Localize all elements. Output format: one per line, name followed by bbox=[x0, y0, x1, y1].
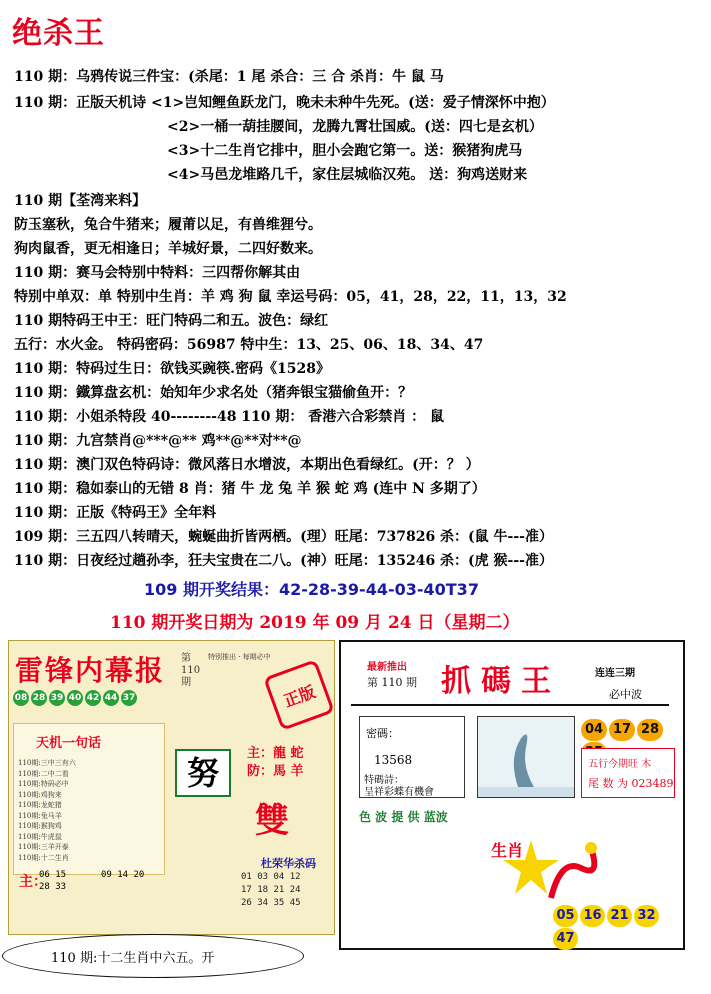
zhuama-sub1: 最新推出 bbox=[367, 662, 407, 673]
number-ball: 47 bbox=[553, 928, 578, 950]
dragon-icon bbox=[541, 828, 611, 908]
divider bbox=[351, 704, 669, 706]
line-text: <2>一桶一葫挂腰间，龙腾九霄壮国威。(送：四七是玄机） bbox=[167, 119, 543, 135]
list-item: 110期:特码必中 bbox=[18, 780, 69, 788]
tianji-lines bbox=[18, 758, 76, 863]
leifeng-header: 雷锋内幕报 bbox=[15, 654, 166, 687]
line-text: 110 期【荃湾来料】 bbox=[14, 193, 147, 209]
number-ball: 40 bbox=[67, 690, 83, 706]
fang-label: 防：馬 羊 bbox=[247, 764, 304, 779]
line-prefix: 110 期： bbox=[14, 385, 77, 401]
wuxing-box bbox=[581, 748, 675, 798]
temi-value: 呈祥彩蝶有機會 bbox=[364, 787, 434, 798]
text-line bbox=[14, 382, 412, 402]
line-text: 特码过生日：欲钱买豌筷.密码《1528》 bbox=[76, 361, 330, 377]
wuxing-text: 五行今期旺 木 bbox=[588, 759, 652, 770]
zhuama-r1: 连连三期 bbox=[595, 668, 635, 679]
list-item: 110期:三中三有六 bbox=[18, 759, 76, 767]
tejia-numbers bbox=[241, 871, 301, 910]
line-prefix: 110 期： bbox=[14, 69, 77, 85]
zhuama-card bbox=[339, 640, 685, 950]
number-ball: 16 bbox=[580, 905, 605, 927]
line-text: 狗肉鼠香，更无相逢日；羊城好景，二四好数来。 bbox=[14, 241, 322, 257]
mima-value: 13568 bbox=[374, 753, 413, 767]
number-ball: 05 bbox=[553, 905, 578, 927]
landscape-icon bbox=[478, 717, 574, 797]
line-prefix: 110 期： bbox=[14, 505, 77, 521]
line-text: 稳如泰山的无错 8 肖：猪 牛 龙 兔 羊 猴 蛇 鸡 (连中 N 多期了） bbox=[76, 481, 486, 497]
line-text: 特别中单双：单 特别中生肖：羊 鸡 狗 鼠 幸运号码：05，41，28，22，11，13，32 bbox=[14, 289, 567, 305]
leifeng-info: 特别推出 · 每期必中 bbox=[208, 653, 271, 661]
fang2-numbers bbox=[101, 869, 144, 881]
bubble-text: 110 期:十二生肖中六五。开 bbox=[51, 951, 215, 966]
text-line bbox=[14, 526, 553, 546]
list-item: 01 03 04 12 bbox=[241, 872, 301, 882]
stamp-icon: 正版 bbox=[263, 659, 335, 731]
tianji-panel bbox=[13, 723, 165, 875]
text-line bbox=[14, 358, 330, 378]
line-text: 赛马会特别中特料：三四帮你解其由 bbox=[76, 265, 301, 281]
line-prefix: 110 期： bbox=[14, 361, 77, 377]
zhu-fang bbox=[247, 745, 304, 781]
shengxiao: 生肖 bbox=[491, 841, 524, 860]
line-text: 鐵算盘玄机：始知年少求名处（猪奔银宝猫偷鱼开：？ bbox=[76, 385, 413, 401]
line-text: 小姐杀特段 40--------48 110 期： 香港六合彩禁肖 ： 鼠 bbox=[76, 409, 445, 425]
line-text: 正版《特码王》全年料 bbox=[76, 505, 217, 521]
line-text: 九宫禁肖@***@** 鸡**@**对**@ bbox=[76, 433, 302, 449]
big-character: 努 bbox=[175, 749, 231, 797]
page-title: 绝杀王 bbox=[12, 16, 105, 51]
number-ball: 17 bbox=[609, 719, 635, 741]
number-ball: 42 bbox=[85, 690, 101, 706]
line-prefix: 110 期： bbox=[14, 457, 77, 473]
list-item: 110期:猴狗鸡 bbox=[18, 822, 62, 830]
zhu-label: 主：龍 蛇 bbox=[247, 746, 304, 761]
number-ball: 37 bbox=[121, 690, 137, 706]
color-tag: 色 波 提 供 蓝波 bbox=[359, 810, 448, 824]
text-line bbox=[14, 406, 444, 426]
line-text: 正版天机诗 <1>岂知鲤鱼跃龙门，晚未未种牛先死。(送：爱子情深怀中抱） bbox=[76, 95, 555, 111]
text-line bbox=[14, 430, 302, 450]
text-line bbox=[14, 286, 567, 306]
line-text: 110 期特码王中王：旺门特码二和五。波色：绿红 bbox=[14, 313, 329, 329]
number-ball: 04 bbox=[581, 719, 607, 741]
list-item: 110期:龙蛇猪 bbox=[18, 801, 62, 809]
list-item: 110期:牛虎鼠 bbox=[18, 832, 62, 841]
text-line bbox=[14, 454, 480, 474]
mima-label: 密碼： bbox=[366, 727, 399, 740]
text-line bbox=[14, 478, 486, 498]
number-ball: 39 bbox=[49, 690, 65, 706]
number-ball: 28 bbox=[31, 690, 47, 706]
tejia-title: 杜荣华杀码 bbox=[261, 857, 316, 870]
leifeng-issue: 第110期 bbox=[181, 653, 201, 688]
list-item: 28 33 bbox=[39, 882, 67, 892]
zhuama-header: 抓碼王 bbox=[441, 664, 561, 699]
leifeng-card bbox=[8, 640, 335, 935]
weishu-text: 尾 数 为 023489 bbox=[588, 777, 674, 790]
line-text: 五行：水火金。 特码密码：56987 特中生：13、25、06、18、34、47 bbox=[14, 337, 484, 353]
line-text: 三五四八转晴天，蜿蜒曲折皆两栖。(理）旺尾：737826 杀：(鼠 牛---准） bbox=[76, 529, 553, 545]
list-item: 09 14 20 bbox=[101, 870, 145, 880]
leifeng-balls bbox=[13, 689, 137, 707]
text-line bbox=[14, 334, 483, 354]
number-ball: 08 bbox=[13, 690, 29, 706]
image-box bbox=[477, 716, 575, 798]
line-prefix: 110 期： bbox=[14, 95, 77, 111]
shuang-character: 雙 bbox=[255, 801, 289, 841]
number-ball: 28 bbox=[637, 719, 663, 741]
zhuama-issue: 第 110 期 bbox=[367, 676, 417, 689]
temi-label: 特碼詩： bbox=[364, 775, 404, 786]
line-prefix: 109 期： bbox=[14, 529, 77, 545]
text-line bbox=[14, 310, 328, 330]
text-line bbox=[14, 262, 300, 282]
list-item: 110期:三羊开泰 bbox=[18, 843, 69, 851]
line-text: <3>十二生肖它排中，胆小会跑它第一。送：猴猪狗虎马 bbox=[167, 143, 523, 159]
line-prefix: 110 期： bbox=[14, 265, 77, 281]
list-item: 110期:鸡狗来 bbox=[18, 790, 62, 799]
text-line bbox=[14, 92, 555, 112]
line-text: 乌鸦传说三件宝：(杀尾：1 尾 杀合：三 合 杀肖：牛 鼠 马 bbox=[76, 69, 444, 85]
draw-result: 109 期开奖结果：42-28-39-44-03-40T37 bbox=[144, 580, 479, 599]
list-item: 06 15 bbox=[39, 870, 67, 880]
line-prefix: 110 期： bbox=[14, 481, 77, 497]
text-line bbox=[167, 140, 522, 160]
tianji-title: 天机一句话 bbox=[36, 736, 102, 751]
list-item: 110期:二中二看 bbox=[18, 769, 69, 778]
text-line bbox=[167, 116, 543, 136]
number-ball: 32 bbox=[634, 905, 659, 927]
list-item: 110期:十二生肖 bbox=[18, 853, 69, 862]
text-line bbox=[167, 164, 527, 184]
list-item: 26 34 35 45 bbox=[241, 898, 301, 908]
draw-date: 110 期开奖日期为 2019 年 09 月 24 日（星期二） bbox=[110, 613, 520, 633]
text-line bbox=[14, 66, 444, 86]
line-text: 日夜经过趟孙李，狂夫宝贵在二八。(神）旺尾：135246 杀：(虎 猴---准） bbox=[76, 553, 553, 569]
text-line bbox=[14, 550, 553, 570]
zhu2-numbers bbox=[39, 869, 66, 893]
number-ball: 21 bbox=[607, 905, 632, 927]
mima-box bbox=[359, 716, 465, 798]
list-item: 17 18 21 24 bbox=[241, 885, 301, 895]
line-text: 澳门双色特码诗：微风落日水增波，本期出色看绿红。(开：？ ） bbox=[76, 457, 480, 473]
zhuama-r2: 必中波 bbox=[609, 688, 642, 701]
text-line bbox=[14, 214, 322, 234]
line-text: <4>马邑龙堆路几千，家住层城临汉苑。 送：狗鸡送财来 bbox=[167, 167, 528, 183]
speech-bubble bbox=[2, 934, 304, 978]
line-prefix: 110 期： bbox=[14, 409, 77, 425]
bottom-balls bbox=[553, 904, 683, 950]
list-item: 110期:兔马羊 bbox=[18, 811, 62, 820]
line-prefix: 110 期： bbox=[14, 433, 77, 449]
text-line bbox=[14, 502, 216, 522]
text-line bbox=[14, 190, 146, 210]
number-ball: 44 bbox=[103, 690, 119, 706]
zhu2-label: 主： bbox=[19, 874, 47, 890]
line-text: 防玉塞秋，兔合牛猪来；履莆以足，有兽维狸兮。 bbox=[14, 217, 322, 233]
line-prefix: 110 期： bbox=[14, 553, 77, 569]
text-line bbox=[14, 238, 322, 258]
